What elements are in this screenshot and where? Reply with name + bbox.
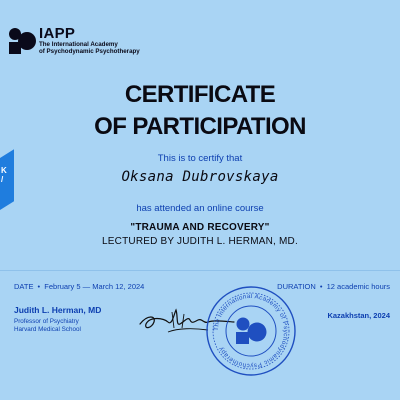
date-info [14,282,144,291]
iapp-logo-icon [8,27,36,55]
certificate-title-line2: OF PARTICIPATION [94,113,306,140]
recipient-name: Oksana Dubrovskaya [121,169,279,185]
logo-abbreviation: IAPP [39,25,76,42]
logo-name-line1: The International Academy [39,41,118,48]
lecturer-name: Judith L. Herman, MD [14,305,102,315]
attended-text: has attended an online course [136,203,264,214]
course-title: "TRAUMA AND RECOVERY" [130,222,270,233]
logo-name-line2: of Psychodynamic Psychotherapy [39,48,140,55]
date-value: February 5 — March 12, 2024 [44,282,145,291]
duration-separator: • [319,282,323,291]
ribbon-text: K / [1,166,7,184]
certify-text: This is to certify that [157,153,243,164]
lecturer-title-2: Harvard Medical School [14,326,81,333]
date-separator: • [37,282,41,291]
duration-label: DURATION [277,282,316,291]
academy-logo [8,26,140,55]
duration-value: 12 academic hours [326,282,390,291]
lecturer-title-1: Professor of Psychiatry [14,318,79,325]
location-year: Kazakhstan, 2024 [327,311,390,320]
certificate-title-line1: CERTIFICATE [124,81,276,108]
divider [0,270,400,271]
academy-seal-icon [203,283,299,379]
date-label: DATE [14,282,34,291]
seal-ring-text: The International Academy of Psychodynamic Psychotherapy [212,292,290,370]
lecturer-line: LECTURED BY JUDITH L. HERMAN, MD. [102,236,298,247]
